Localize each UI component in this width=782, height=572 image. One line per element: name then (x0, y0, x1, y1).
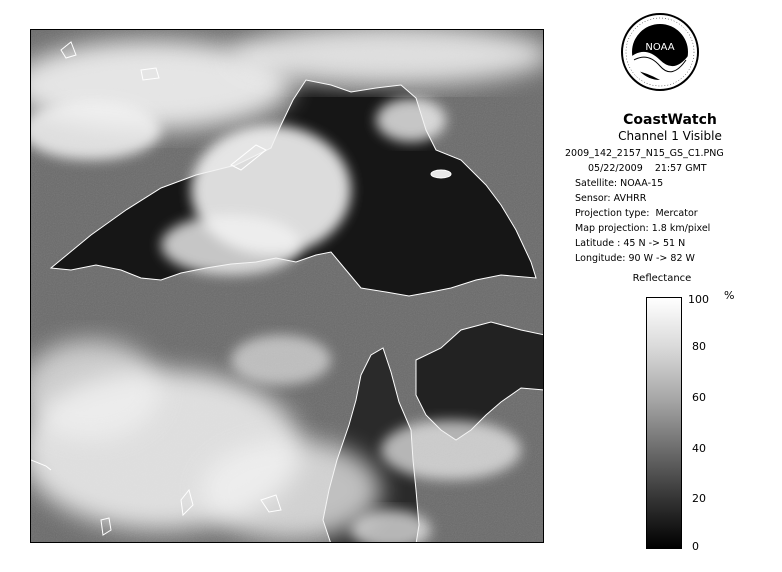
brand-title: CoastWatch (623, 112, 717, 128)
reflectance-colorbar (646, 297, 682, 549)
legend-tick-80: 80 (692, 340, 706, 353)
map-projection-text: Map projection: 1.8 km/pixel (575, 223, 711, 234)
noaa-logo (620, 12, 700, 92)
info-panel (565, 112, 775, 266)
legend-title: Reflectance (632, 273, 692, 284)
channel-label: Channel 1 Visible (618, 129, 722, 143)
noaa-emblem-icon (620, 12, 700, 92)
projection-type-text: Projection type: Mercator (575, 208, 698, 219)
legend-tick-40: 40 (692, 442, 706, 455)
latitude-text: Latitude : 45 N -> 51 N (575, 238, 686, 249)
noaa-logo-label: NOAA (645, 42, 675, 53)
legend-unit: % (724, 289, 735, 302)
filename-text: 2009_142_2157_N15_GS_C1.PNG (565, 148, 724, 159)
satellite-text: Satellite: NOAA-15 (575, 178, 664, 189)
datetime-text: 05/22/2009 21:57 GMT (588, 163, 707, 174)
satellite-scene (31, 30, 544, 543)
satellite-image (30, 29, 544, 543)
legend-tick-60: 60 (692, 391, 706, 404)
legend-tick-20: 20 (692, 492, 706, 505)
sensor-text: Sensor: AVHRR (575, 193, 647, 204)
legend-tick-0: 0 (692, 540, 699, 553)
legend-tick-100: 100 (688, 293, 709, 306)
longitude-text: Longitude: 90 W -> 82 W (575, 253, 695, 264)
metadata-list (565, 146, 775, 266)
